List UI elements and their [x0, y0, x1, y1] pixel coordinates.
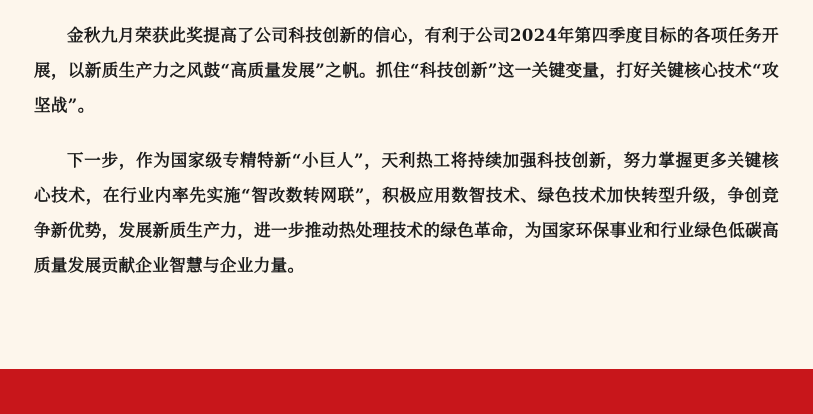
paragraph-1: 金秋九月荣获此奖提高了公司科技创新的信心，有利于公司2024年第四季度目标的各项任务开展，以新质生产力之风鼓“高质量发展”之帆。抓住“科技创新”这一关键变量，打好关键核心技术“攻坚战”。	[34, 26, 779, 115]
paragraph-2: 下一步，作为国家级专精特新“小巨人”，天利热工将持续加强科技创新，努力掌握更多关键核心技术，在行业内率先实施“智改数转网联”，积极应用数智技术、绿色技术加快转型升级，争创竞争新优势，发展新质生产力，进一步推动热处理技术的绿色革命，为国家环保事业和行业绿色低碳高质量发展贡献企业智慧与企业力量。	[34, 151, 779, 275]
article-body	[34, 18, 779, 283]
footer-color-band	[0, 369, 813, 414]
